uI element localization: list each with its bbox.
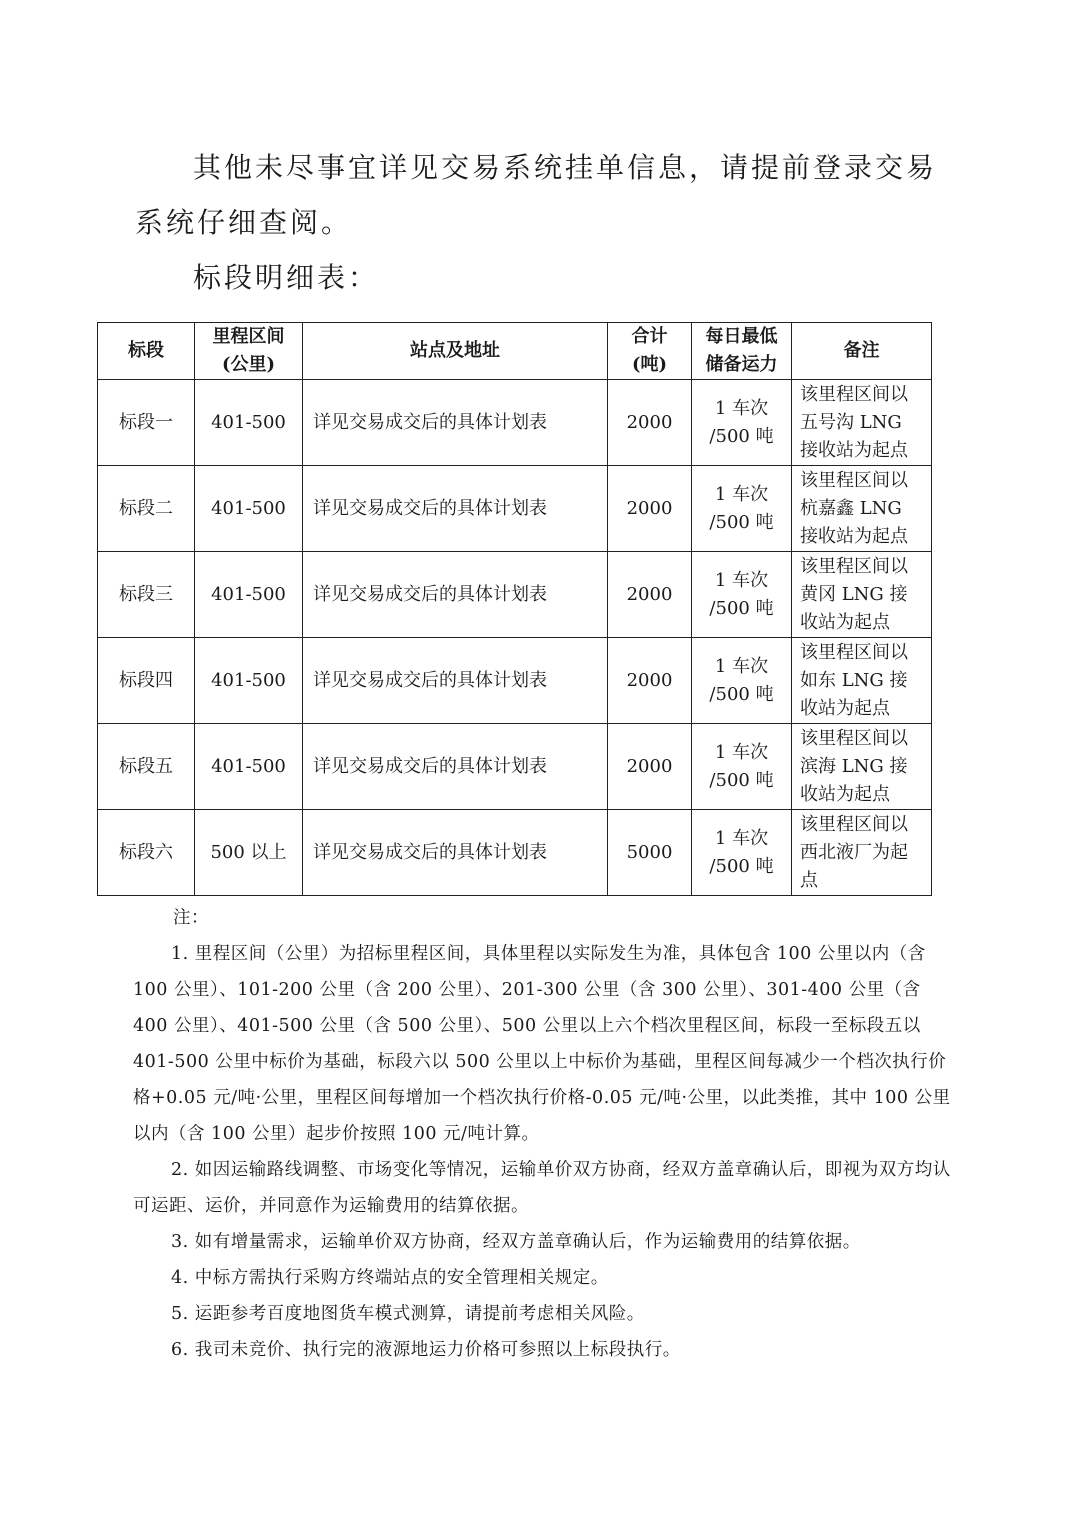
note-item: 2. 如因运输路线调整、市场变化等情况，运输单价双方协商，经双方盖章确认后，即视为双方均认可运距、运价，并同意作为运输费用的结算依据。 <box>133 1160 951 1216</box>
cell-capacity-line2: /500 吨 <box>709 511 774 533</box>
notes-section <box>133 900 959 1368</box>
table-row <box>98 810 932 896</box>
cell-section: 标段二 <box>98 466 195 552</box>
cell-mileage: 401-500 <box>195 724 303 810</box>
header-total-line1: 合计 <box>631 326 668 347</box>
table-row <box>98 552 932 638</box>
table-row <box>98 380 932 466</box>
cell-remark: 该里程区间以黄冈 LNG 接收站为起点 <box>792 552 932 638</box>
cell-mileage: 401-500 <box>195 380 303 466</box>
cell-location: 详见交易成交后的具体计划表 <box>303 810 608 896</box>
header-mileage <box>195 323 303 380</box>
header-total-line2: (吨) <box>631 354 668 375</box>
header-total <box>608 323 692 380</box>
table-caption: 标段明细表： <box>193 261 380 294</box>
header-section: 标段 <box>98 323 195 380</box>
cell-remark: 该里程区间以如东 LNG 接收站为起点 <box>792 638 932 724</box>
cell-remark: 该里程区间以五号沟 LNG 接收站为起点 <box>792 380 932 466</box>
cell-mileage: 401-500 <box>195 552 303 638</box>
cell-total: 2000 <box>608 724 692 810</box>
cell-capacity <box>692 724 792 810</box>
cell-capacity-line2: /500 吨 <box>709 683 774 705</box>
note-item: 3. 如有增量需求，运输单价双方协商，经双方盖章确认后，作为运输费用的结算依据。 <box>171 1232 861 1252</box>
header-location: 站点及地址 <box>303 323 608 380</box>
header-capacity-line2: 储备运力 <box>705 354 778 375</box>
cell-location: 详见交易成交后的具体计划表 <box>303 380 608 466</box>
header-capacity <box>692 323 792 380</box>
cell-capacity <box>692 466 792 552</box>
intro-section <box>135 140 955 305</box>
cell-mileage: 500 以上 <box>195 810 303 896</box>
cell-location: 详见交易成交后的具体计划表 <box>303 724 608 810</box>
cell-capacity-line2: /500 吨 <box>709 855 774 877</box>
cell-remark: 该里程区间以西北液厂为起点 <box>792 810 932 896</box>
cell-capacity <box>692 380 792 466</box>
cell-capacity <box>692 552 792 638</box>
cell-remark: 该里程区间以杭嘉鑫 LNG 接收站为起点 <box>792 466 932 552</box>
header-capacity-line1: 每日最低 <box>705 326 778 347</box>
cell-section: 标段五 <box>98 724 195 810</box>
cell-section: 标段三 <box>98 552 195 638</box>
header-mileage-line2: (公里) <box>221 354 276 375</box>
notes-label: 注： <box>173 908 209 928</box>
cell-capacity-line1: 1 车次 <box>714 569 769 591</box>
table-row <box>98 724 932 810</box>
header-remark: 备注 <box>792 323 932 380</box>
cell-capacity <box>692 810 792 896</box>
cell-capacity-line1: 1 车次 <box>714 483 769 505</box>
table-header-row <box>98 323 932 380</box>
cell-total: 2000 <box>608 380 692 466</box>
cell-mileage: 401-500 <box>195 466 303 552</box>
cell-capacity-line1: 1 车次 <box>714 397 769 419</box>
cell-capacity-line1: 1 车次 <box>714 655 769 677</box>
header-mileage-line1: 里程区间 <box>212 326 285 347</box>
cell-location: 详见交易成交后的具体计划表 <box>303 466 608 552</box>
cell-total: 2000 <box>608 638 692 724</box>
cell-location: 详见交易成交后的具体计划表 <box>303 552 608 638</box>
cell-mileage: 401-500 <box>195 638 303 724</box>
note-item: 6. 我司未竞价、执行完的液源地运力价格可参照以上标段执行。 <box>171 1340 681 1360</box>
cell-total: 2000 <box>608 466 692 552</box>
cell-location: 详见交易成交后的具体计划表 <box>303 638 608 724</box>
cell-capacity-line1: 1 车次 <box>714 741 769 763</box>
cell-capacity <box>692 638 792 724</box>
cell-capacity-line2: /500 吨 <box>709 425 774 447</box>
cell-section: 标段一 <box>98 380 195 466</box>
cell-total: 5000 <box>608 810 692 896</box>
note-item: 4. 中标方需执行采购方终端站点的安全管理相关规定。 <box>171 1268 609 1288</box>
cell-capacity-line2: /500 吨 <box>709 597 774 619</box>
table-row <box>98 466 932 552</box>
section-detail-table <box>97 322 932 896</box>
note-item: 5. 运距参考百度地图货车模式测算，请提前考虑相关风险。 <box>171 1304 645 1324</box>
table-row <box>98 638 932 724</box>
cell-total: 2000 <box>608 552 692 638</box>
cell-capacity-line2: /500 吨 <box>709 769 774 791</box>
cell-remark: 该里程区间以滨海 LNG 接收站为起点 <box>792 724 932 810</box>
cell-capacity-line1: 1 车次 <box>714 827 769 849</box>
note-item: 1. 里程区间（公里）为招标里程区间，具体里程以实际发生为准，具体包含 100 公里以内（含 100 公里）、101-200 公里（含 200 公里）、201-300 公里（含 300 公里）、301-400 公里（含 400 公里）、401-500 公里（含 500 公里）、500 公里以上六个档次里程区间，标段一至标段五以 401-500 公里中标价为基础，标段六以 500 公里以上中标价为基础，里程区间每减少一个档次执行价格+0.05 元/吨·公里，里程区间每增加一个档次执行价格-0.05 元/吨·公里，以此类推，其中 100 公里以内（含 100 公里）起步价按照 100 元/吨计算。 <box>133 944 951 1144</box>
intro-paragraph: 其他未尽事宜详见交易系统挂单信息，请提前登录交易系统仔细查阅。 <box>135 151 938 239</box>
cell-section: 标段六 <box>98 810 195 896</box>
cell-section: 标段四 <box>98 638 195 724</box>
